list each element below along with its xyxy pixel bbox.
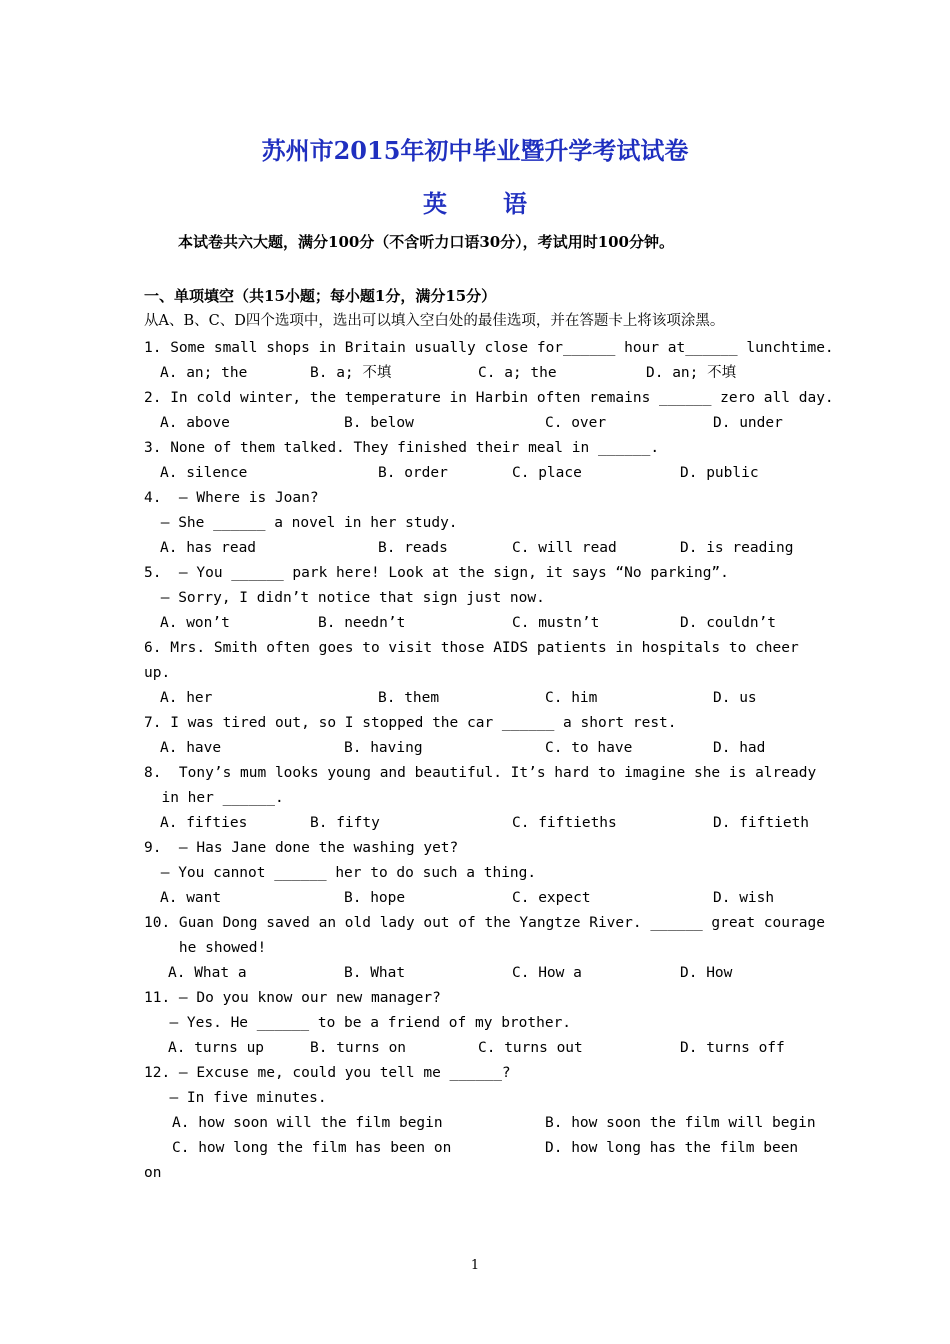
question-line: — You cannot ______ her to do such a thing. [152, 865, 537, 881]
option: C. place [512, 465, 582, 481]
option: C. expect [512, 890, 591, 906]
option: A. What a [168, 965, 247, 981]
option: C. him [545, 690, 598, 706]
question-line: 2. In cold winter, the temperature in Harbin often remains ______ zero all day. [144, 390, 834, 406]
question-line: 6. Mrs. Smith often goes to visit those AIDS patients in hospitals to cheer [144, 640, 799, 656]
option: A. an; the [160, 365, 248, 381]
page-number: 1 [470, 1258, 480, 1273]
option: D. is reading [680, 540, 794, 556]
question-line: — She ______ a novel in her study. [152, 515, 458, 531]
subject-title: 英语 [423, 189, 583, 218]
option: B. fifty [310, 815, 380, 831]
question-line: up. [144, 665, 171, 681]
question-line: 4. — Where is Joan? [144, 490, 319, 506]
section-heading: 一、单项填空（共15小题；每小题1分，满分15分） [144, 287, 497, 305]
option: A. have [160, 740, 222, 756]
option: D. us [713, 690, 757, 706]
option: D. had [713, 740, 766, 756]
option: B. having [344, 740, 423, 756]
exam-note: 本试卷共六大题，满分100分（不含听力口语30分），考试用时100分钟。 [178, 233, 674, 251]
question-line: — Yes. He ______ to be a friend of my brother. [152, 1015, 572, 1031]
option: A. above [160, 415, 230, 431]
option: C. to have [545, 740, 633, 756]
option: B. a; 不填 [310, 365, 392, 381]
option: C. fiftieths [512, 815, 617, 831]
option: C. How a [512, 965, 582, 981]
option: D. How [680, 965, 733, 981]
option: C. turns out [478, 1040, 583, 1056]
option: C. over [545, 415, 607, 431]
option: B. them [378, 690, 440, 706]
question-line: — In five minutes. [152, 1090, 327, 1106]
option: B. hope [344, 890, 406, 906]
question-line: 10. Guan Dong saved an old lady out of the Yangtze River. ______ great courage [144, 915, 825, 931]
option: B. order [378, 465, 448, 481]
option: C. will read [512, 540, 617, 556]
option: B. reads [378, 540, 448, 556]
question-line: 1. Some small shops in Britain usually close for______ hour at______ lunchtime. [144, 340, 834, 356]
option: B. needn’t [318, 615, 406, 631]
option: A. her [160, 690, 213, 706]
question-line: — Sorry, I didn’t notice that sign just now. [152, 590, 545, 606]
option: C. a; the [478, 365, 557, 381]
question-line: 7. I was tired out, so I stopped the car ______ a short rest. [144, 715, 677, 731]
question-line: 8. Tony’s mum looks young and beautiful. It’s hard to imagine she is already [144, 765, 817, 781]
option: B. What [344, 965, 406, 981]
option: D. public [680, 465, 759, 481]
question-line: 12. — Excuse me, could you tell me ______? [144, 1065, 511, 1081]
option: A. has read [160, 540, 257, 556]
option: A. want [160, 890, 222, 906]
option: D. fiftieth [713, 815, 810, 831]
question-line: in her ______. [144, 790, 284, 806]
option: D. wish [713, 890, 775, 906]
option: D. how long has the film been [545, 1140, 799, 1156]
option: A. fifties [160, 815, 248, 831]
option: B. turns on [310, 1040, 407, 1056]
question-line: 9. — Has Jane done the washing yet? [144, 840, 459, 856]
option: B. below [344, 415, 414, 431]
option: D. turns off [680, 1040, 785, 1056]
question-line: 5. — You ______ park here! Look at the sign, it says “No parking”. [144, 565, 729, 581]
option: C. how long the film has been on [172, 1140, 452, 1156]
option: A. silence [160, 465, 248, 481]
question-line: he showed! [144, 940, 267, 956]
question-line: 3. None of them talked. They finished their meal in ______. [144, 440, 660, 456]
question-line: 11. — Do you know our new manager? [144, 990, 441, 1006]
section-instruction: 从A、B、C、D四个选项中，选出可以填入空白处的最佳选项，并在答题卡上将该项涂黑。 [144, 313, 725, 329]
question-line: on [144, 1165, 162, 1181]
option: A. won’t [160, 615, 230, 631]
option: D. under [713, 415, 783, 431]
option: D. an; 不填 [646, 365, 737, 381]
option: A. how soon will the film begin [172, 1115, 443, 1131]
option: A. turns up [168, 1040, 265, 1056]
option: D. couldn’t [680, 615, 777, 631]
exam-title: 苏州市2015年初中毕业暨升学考试试卷 [261, 136, 689, 165]
option: B. how soon the film will begin [545, 1115, 816, 1131]
option: C. mustn’t [512, 615, 600, 631]
